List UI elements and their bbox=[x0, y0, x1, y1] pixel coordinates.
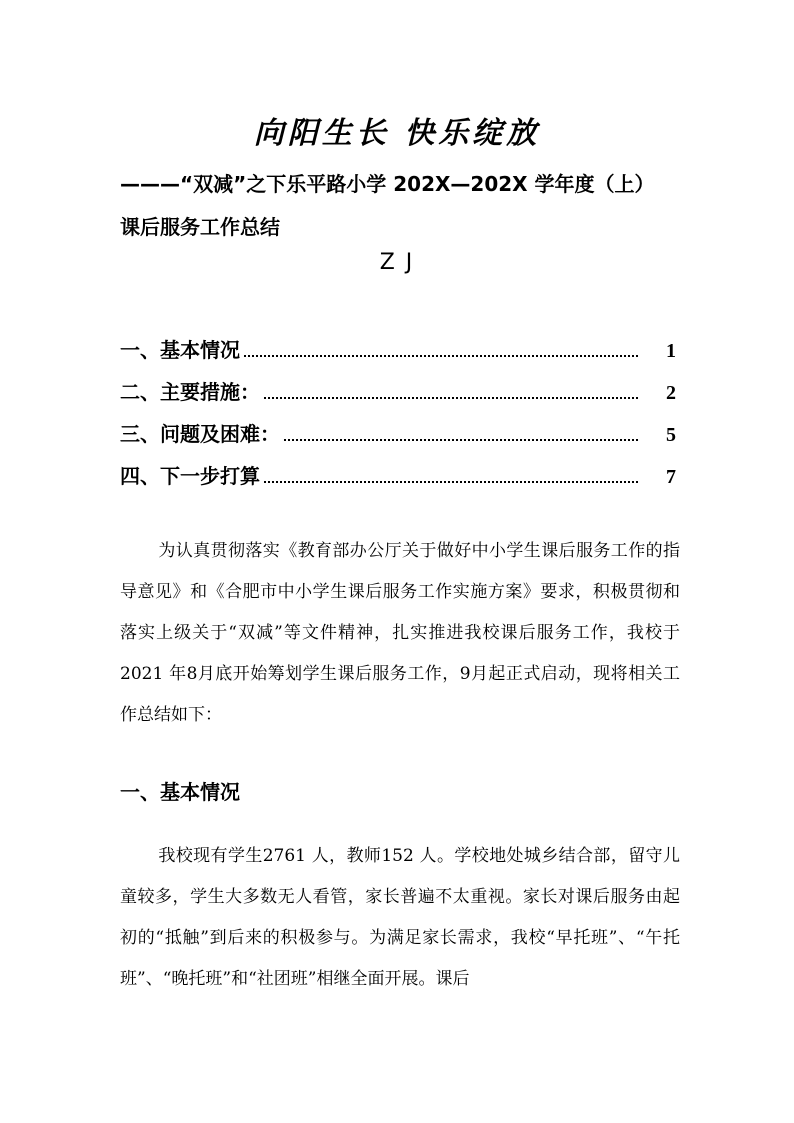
document-subtitle-line2: 课后服务工作总结 bbox=[120, 215, 280, 239]
toc-dot-leader bbox=[244, 341, 638, 357]
toc-entry-page: 5 bbox=[666, 424, 676, 446]
toc-entry[interactable] bbox=[120, 334, 676, 376]
section1-paragraph-text: 我校现有学生2761 人，教师152 人。学校地处城乡结合部，留守儿童较多，学生大多数无人看管，家长普遍不太重视。家长对课后服务由起初的“抵触”到后来的积极参与。为满足家长需求，我校“早托班”、“午托班”、“晚托班”和“社团班”相继全面开展。课后 bbox=[120, 846, 680, 989]
toc-entry-page: 2 bbox=[666, 382, 676, 404]
toc-entry-page: 1 bbox=[666, 340, 676, 362]
toc-entry[interactable] bbox=[120, 418, 676, 460]
table-of-contents bbox=[120, 334, 676, 502]
toc-entry[interactable] bbox=[120, 460, 676, 502]
toc-entry-label: 四、下一步打算 bbox=[120, 464, 260, 488]
toc-entry[interactable] bbox=[120, 376, 676, 418]
section-heading-basic-info: 一、基本情况 bbox=[120, 780, 240, 804]
intro-paragraph bbox=[120, 531, 680, 736]
toc-dot-leader bbox=[264, 467, 638, 483]
document-subtitle-line1: ———“双减”之下乐平路小学 202X—202X 学年度（上） bbox=[120, 172, 655, 196]
toc-dot-leader bbox=[264, 383, 638, 399]
document-title: 向阳生长 快乐绽放 bbox=[253, 116, 541, 151]
section1-paragraph bbox=[120, 836, 680, 1000]
author-initials: Z J bbox=[379, 250, 415, 275]
toc-entry-label: 一、基本情况 bbox=[120, 338, 240, 362]
intro-paragraph-text: 为认真贯彻落实《教育部办公厅关于做好中小学生课后服务工作的指导意见》和《合肥市中小学生课后服务工作实施方案》要求，积极贯彻和落实上级关于“双减”等文件精神，扎实推进我校课后服务工作，我校于2021 年8月底开始筹划学生课后服务工作，9月起正式启动，现将相关工作总结如下： bbox=[120, 541, 680, 725]
toc-entry-label: 二、主要措施： bbox=[120, 380, 260, 404]
toc-dot-leader bbox=[284, 425, 638, 441]
toc-entry-label: 三、问题及困难： bbox=[120, 422, 280, 446]
toc-entry-page: 7 bbox=[666, 466, 676, 488]
